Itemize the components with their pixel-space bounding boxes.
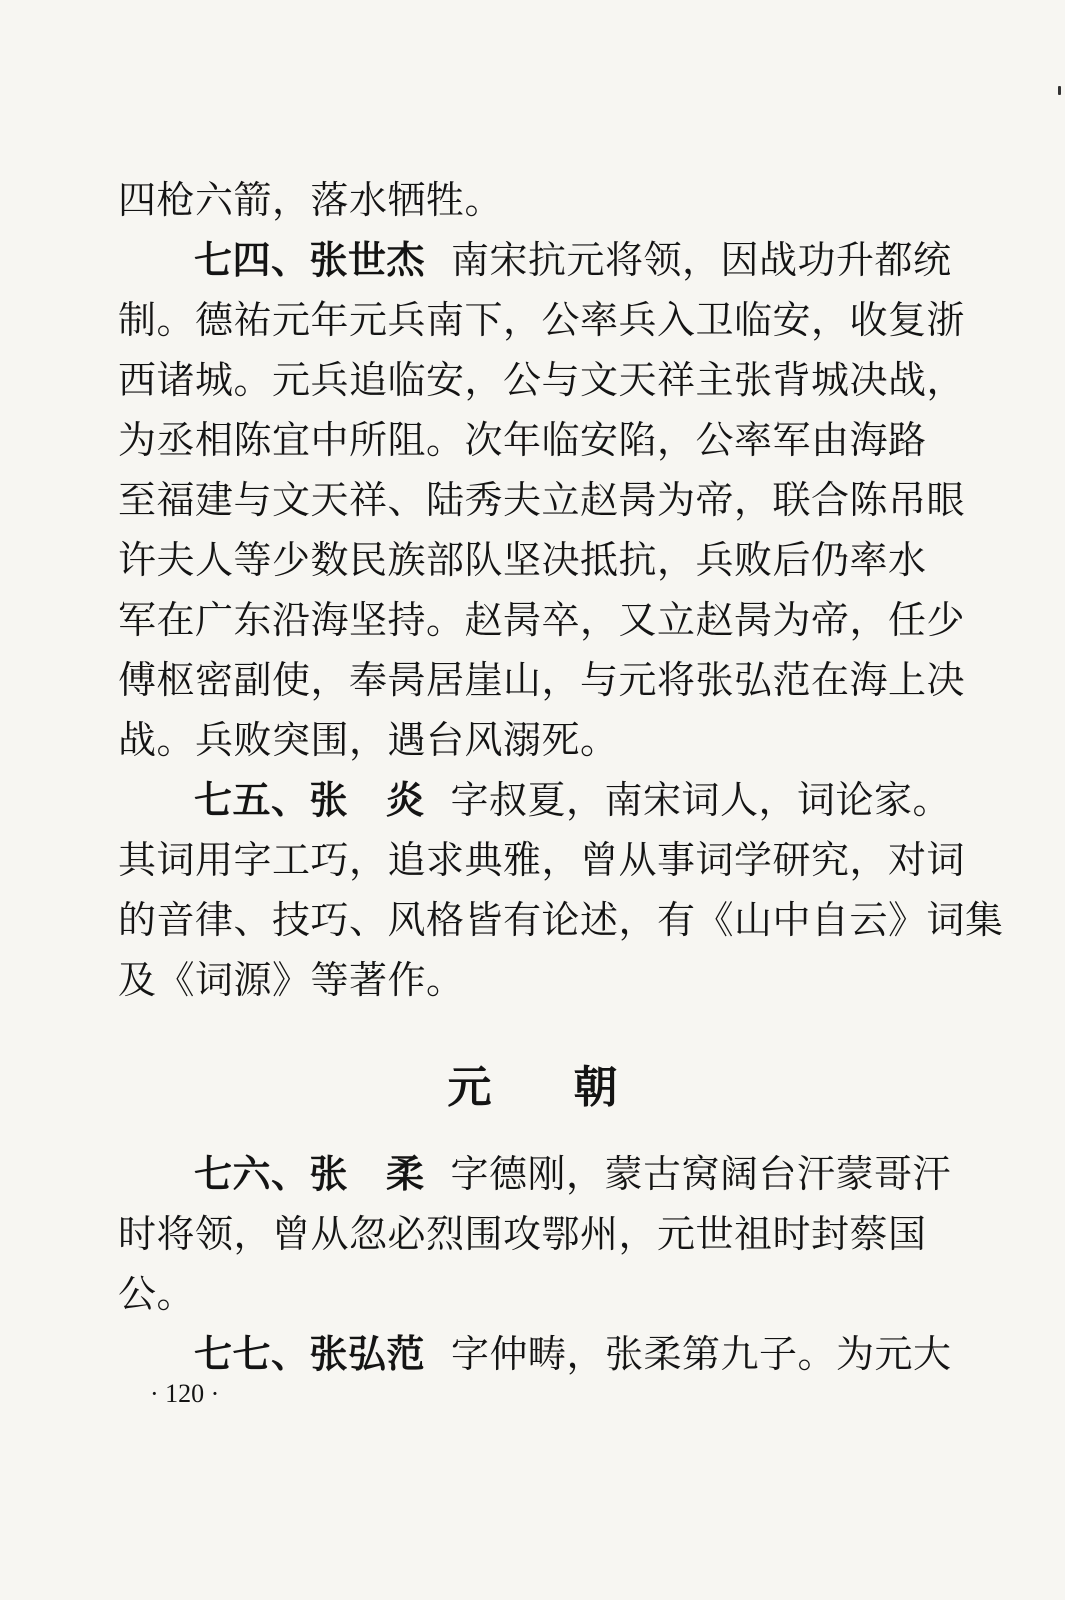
text-line: 其词用字工巧，追求典雅，曾从事词学研究，对词	[118, 838, 966, 882]
text-line: 制。德祐元年元兵南下，公率兵入卫临安，收复浙	[118, 298, 966, 342]
text-line: 许夫人等少数民族部队坚决抵抗，兵败后仍率水	[118, 538, 927, 582]
entry-heading-line: 七五、张 炎 字叔夏，南宋词人，词论家。	[194, 777, 952, 822]
text-line: 的音律、技巧、风格皆有论述，有《山中自云》词集	[118, 898, 1004, 942]
entry-title: 七六、张 柔	[194, 1151, 425, 1196]
text-line: 傅枢密副使，奉昺居崖山，与元将张弘范在海上决	[118, 658, 966, 702]
text-line: 公。	[118, 1272, 196, 1316]
entry-heading-line: 七六、张 柔 字德刚，蒙古窝阔台汗蒙哥汗	[194, 1151, 952, 1196]
text-line: 为丞相陈宜中所阻。次年临安陷，公率军由海路	[118, 418, 927, 462]
entry-title: 七五、张 炎	[194, 777, 425, 822]
entry-heading-line: 七七、张弘范 字仲畴，张柔第九子。为元大	[194, 1331, 952, 1376]
text-line: 军在广东沿海坚持。赵昺卒，又立赵昺为帝，任少	[118, 598, 966, 642]
text-line: 西诸城。元兵追临安，公与文天祥主张背城决战，	[118, 358, 966, 402]
entry-title: 七七、张弘范	[194, 1331, 426, 1376]
page-number: · 120 ·	[150, 1379, 220, 1408]
text-line: 战。兵败突围，遇台风溺死。	[118, 718, 619, 762]
section-title: 元 朝	[447, 1062, 618, 1113]
text-line: 时将领，曾从忽必烈围攻鄂州，元世祖时封蔡国	[118, 1212, 927, 1256]
text-line: 至福建与文天祥、陆秀夫立赵昺为帝，联合陈吊眼	[118, 478, 966, 522]
entry-title: 七四、张世杰	[194, 237, 426, 282]
entry-heading-line: 七四、张世杰 南宋抗元将领，因战功升都统	[194, 237, 952, 282]
scan-mark	[1058, 86, 1061, 95]
text-line: 及《词源》等著作。	[118, 958, 465, 1002]
text-line: 四枪六箭，落水牺牲。	[118, 178, 504, 222]
